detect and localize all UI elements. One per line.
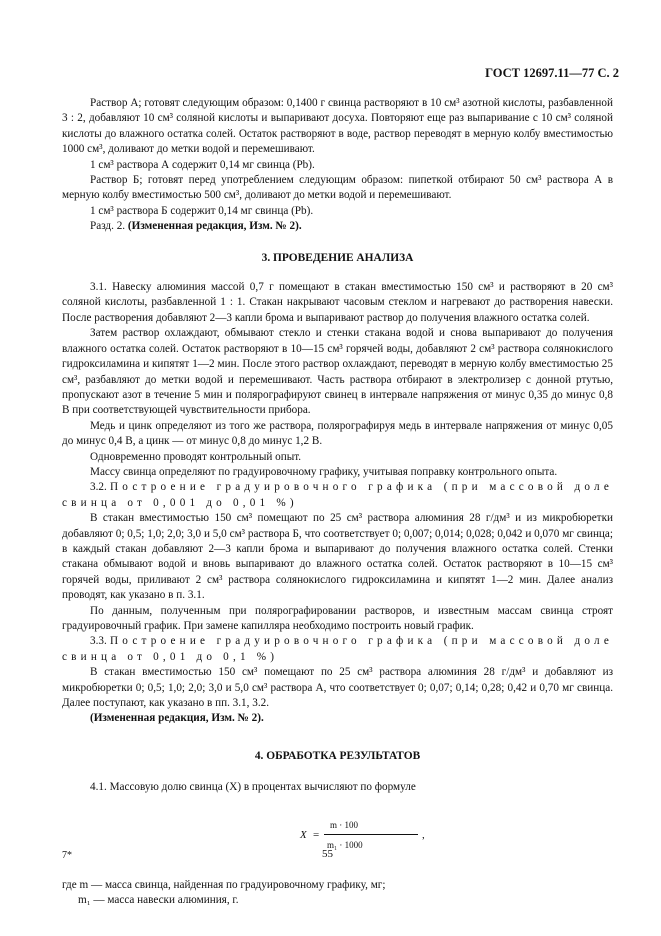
formula (62, 808, 613, 872)
paragraph-3-2-b: По данным, полученным при полярографировании растворов, и известным массам свинца строят градуировочный график. При замене капилляра необходимо построить новый график. (62, 604, 613, 632)
paragraph-solution-a: Раствор А; готовят следующим образом: 0,1400 г свинца растворяют в 10 см³ азотной кислоты, разбавленной 3 : 2, добавляют 10 см³ соляной кислоты и выпаривают досуха. Повторяют еще раз выпаривание с 10 см³ соляной кислоты до влажного остатка солей. Остаток растворяют в воде, раствор переводят в мерную колбу вместимостью 1000 см³, доливают до метки водой и перемешивают. (62, 97, 613, 156)
clause-number: 3.3. (90, 635, 111, 648)
paragraph-3-1-e: Массу свинца определяют по градуировочному графику, учитывая поправку контрольного опыта. (90, 465, 558, 478)
clause-title-spaced: Построение градуировочного графика (при массовой доле свинца от 0,001 до 0,01 %) (62, 481, 613, 509)
page-number: 55 (322, 848, 333, 860)
formula-equals: = (313, 828, 320, 841)
document-body (62, 96, 613, 908)
formula-comma: , (422, 828, 425, 841)
formula-denominator: m₁ · 1000 (327, 839, 363, 850)
paragraph-4-1: 4.1. Массовую долю свинца (X) в процентах вычисляют по формуле (90, 781, 416, 794)
formula-fraction-bar (324, 834, 418, 835)
paragraph-3-1-d: Одновременно проводят контрольный опыт. (90, 450, 302, 463)
section-heading-analysis: 3. ПРОВЕДЕНИЕ АНАЛИЗА (261, 251, 414, 264)
footer-sheet-mark: 7* (62, 850, 72, 861)
page-header: ГОСТ 12697.11—77 С. 2 (485, 66, 619, 80)
paragraph-3-3-revision: (Измененная редакция, Изм. № 2). (90, 712, 264, 725)
paragraph-3-3-heading (62, 634, 613, 665)
formula-lhs: X (300, 828, 307, 841)
revision-section-ref: Разд. 2. (90, 220, 128, 233)
clause-title-spaced: Построение градуировочного графика (при массовой доле свинца от 0,01 до 0,1 %) (62, 635, 613, 663)
section-heading-results: 4. ОБРАБОТКА РЕЗУЛЬТАТОВ (254, 749, 421, 762)
paragraph-revision-note (62, 219, 613, 234)
paragraph-3-1-c: Медь и цинк определяют из того же раствора, полярографируя медь в интервале напряжения от минус 0,05 до минус 0,4 В, а цинк — от минус 0,8 до минус 1,2 В. (62, 419, 613, 448)
variable-definition-m: где m — масса свинца, найденная по градуировочному графику, мг; (62, 878, 386, 891)
paragraph-3-2-a: В стакан вместимостью 150 см³ помещают по 25 см³ раствора алюминия 28 г/дм³ и из микробюретки добавляют 0; 0,5; 1,0; 2,0; 3,0 и 5,0 см³ раствора Б, что соответствует 0; 0,007; 0,014; 0,028; 0,042 и 0,070 мг свинца; в каждый стакан добавляют 2—3 капли брома и выпаривают до получения влажного остатка солей. Стенки стакана обмывают водой и вновь выпаривают до влажного остатка солей. Остаток растворяют в 10—15 см³ горячей воды, приливают 2 см³ раствора солянокислого гидроксиламина и кипятят 1—2 мин. Далее анализ проводят, как указано в п. 3.1. (62, 512, 613, 602)
formula-numerator: m · 100 (330, 819, 358, 830)
paragraph-solution-b: Раствор Б; готовят перед употреблением следующим образом: пипеткой отбирают 50 см³ раствора А в мерную колбу вместимостью 500 см³, доливают до метки водой и перемешивают. (62, 174, 613, 202)
paragraph-3-2-heading (62, 480, 613, 511)
paragraph-3-1-b: Затем раствор охлаждают, обмывают стекло и стенки стакана водой и снова выпаривают до получения влажного остатка солей. Остаток растворяют в 10—15 см³ горячей воды, добавляют 2 см³ раствора солянокислого гидроксиламина и кипятят 1—2 мин. После этого раствор охлаждают, переводят в мерную колбу вместимостью 25 см³, разбавляют до метки водой и перемешивают. Часть раствора отбирают в электролизер с донной ртутью, пропускают азот в течение 5 мин и полярографируют свинец в интервале напряжения от минус 0,35 до минус 0,8 В при соответствующей чувствительности прибора. (62, 327, 613, 417)
paragraph-solution-b-content: 1 см³ раствора Б содержит 0,14 мг свинца (Pb). (90, 204, 314, 217)
paragraph-solution-a-content: 1 см³ раствора А содержит 0,14 мг свинца (Pb). (90, 158, 315, 171)
clause-number: 3.2. (90, 481, 111, 494)
revision-label: (Измененная редакция, Изм. № 2). (127, 220, 302, 233)
paragraph-3-3-a: В стакан вместимостью 150 см³ помещают по 25 см³ раствора алюминия 28 г/дм³ и добавляют из микробюретки 0; 0,5; 1,0; 2,0; 3,0 и 5,0 см³ раствора А, что соответствует 0; 0,07; 0,14; 0,28; 0,42 и 0,70 мг свинца. Далее поступают, как указано в пп. 3.1, 3.2. (62, 666, 613, 710)
variable-definition-m1: m₁ — масса навески алюминия, г. (78, 894, 239, 907)
paragraph-3-1: 3.1. Навеску алюминия массой 0,7 г помещают в стакан вместимостью 150 см³ и растворяют в 20 см³ соляной кислоты, разбавленной 1 : 1. Стакан накрывают часовым стеклом и нагревают до растворения навески. После растворения добавляют 2—3 капли брома и выпаривают раствор до получения влажного остатка солей. (62, 281, 613, 324)
